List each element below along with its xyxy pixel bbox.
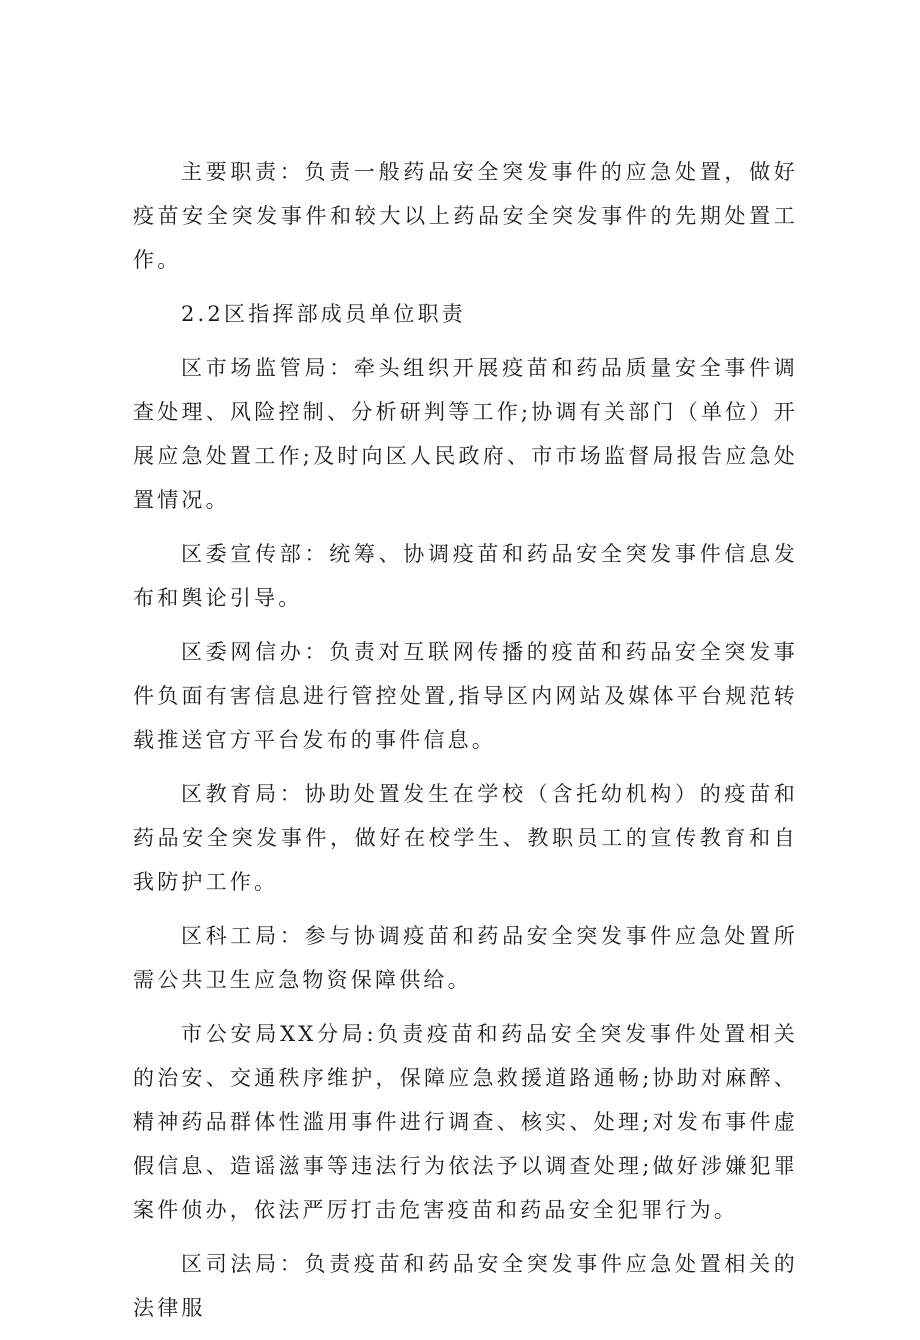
document-body bbox=[133, 150, 798, 1340]
paragraph-public-security: 市公安局XX分局:负责疫苗和药品安全突发事件处置相关的治安、交通秩序维护，保障应急救援道路通畅;协助对麻醉、精神药品群体性滥用事件进行调查、核实、处理;对发布事件虚假信息、造谣滋事等违法行为依法予以调查处理;做好涉嫌犯罪案件侦办，依法严厉打击危害疫苗和药品安全犯罪行为。 bbox=[133, 1022, 798, 1222]
paragraph-cyberspace-office: 区委网信办：负责对互联网传播的疫苗和药品安全突发事件负面有害信息进行管控处置,指导区内网站及媒体平台规范转载推送官方平台发布的事件信息。 bbox=[133, 640, 798, 752]
section-heading-2-2: 2.2区指挥部成员单位职责 bbox=[181, 302, 466, 326]
paragraph-main-duties: 主要职责：负责一般药品安全突发事件的应急处置，做好疫苗安全突发事件和较大以上药品安全突发事件的先期处置工作。 bbox=[133, 160, 798, 272]
paragraph-market-supervision: 区市场监管局：牵头组织开展疫苗和药品质量安全事件调查处理、风险控制、分析研判等工作;协调有关部门（单位）开展应急处置工作;及时向区人民政府、市市场监督局报告应急处置情况。 bbox=[133, 356, 798, 512]
paragraph-science-industry-bureau: 区科工局：参与协调疫苗和药品安全突发事件应急处置所需公共卫生应急物资保障供给。 bbox=[133, 924, 798, 992]
paragraph-justice-bureau: 区司法局：负责疫苗和药品安全突发事件应急处置相关的法律服 bbox=[133, 1252, 798, 1320]
paragraph-publicity-dept: 区委宣传部：统筹、协调疫苗和药品安全突发事件信息发布和舆论引导。 bbox=[133, 542, 798, 610]
paragraph-education-bureau: 区教育局：协助处置发生在学校（含托幼机构）的疫苗和药品安全突发事件，做好在校学生、教职员工的宣传教育和自我防护工作。 bbox=[133, 782, 798, 894]
